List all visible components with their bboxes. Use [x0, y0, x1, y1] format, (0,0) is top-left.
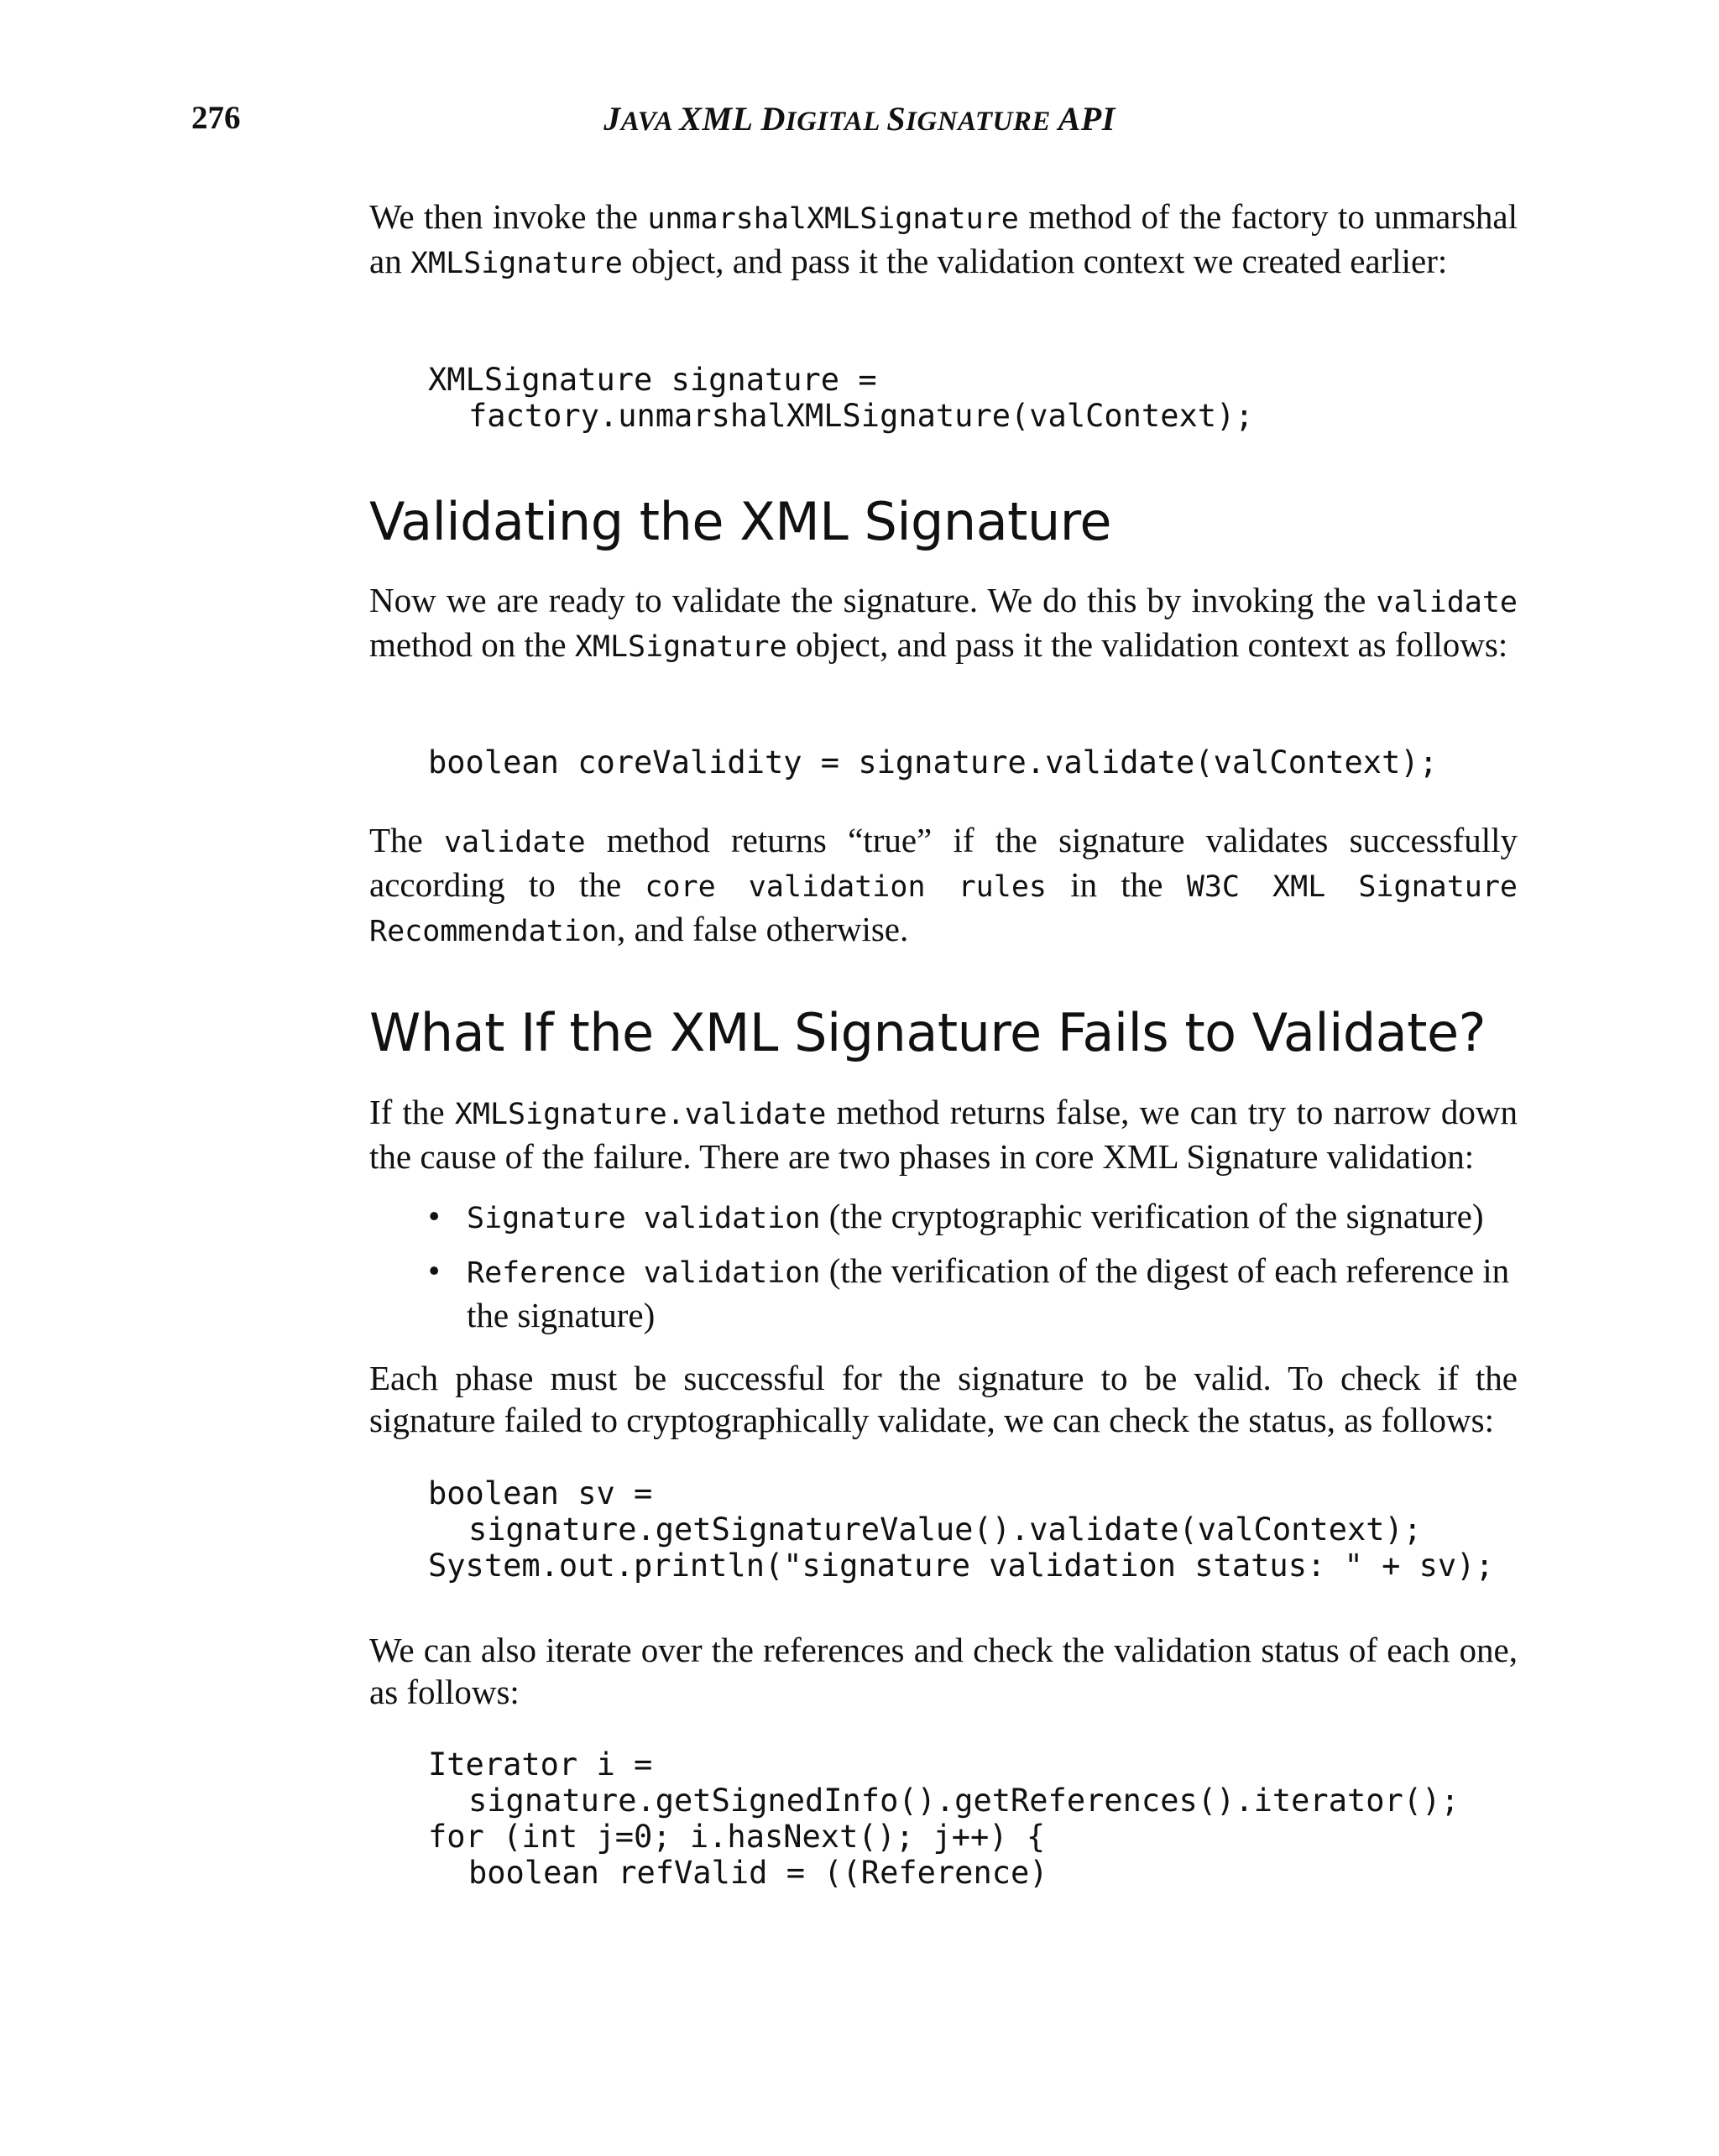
p2-code-xmlsignature: XMLSignature	[574, 630, 787, 664]
p2-text-c: object, and pass it the validation context as follows:	[786, 625, 1508, 664]
code-line: XMLSignature signature =	[428, 362, 877, 398]
code-line: signature.getSignedInfo().getReferences().iterator();	[468, 1783, 1460, 1819]
page-number: 276	[191, 100, 241, 136]
list-item	[428, 1250, 1518, 1336]
bullet-mark: •	[428, 1251, 441, 1290]
running-head-2: XML D	[679, 100, 786, 138]
validation-phases-list	[428, 1195, 1518, 1336]
code-line: signature.getSignatureValue().validate(valContext);	[468, 1511, 1423, 1548]
bullet-text: (the cryptographic verification of the signature)	[820, 1197, 1484, 1235]
code-block-unmarshal	[428, 362, 1254, 434]
p4-code-validate: XMLSignature.validate	[454, 1098, 827, 1131]
p1-text-c: object, and pass it the validation context we created earlier:	[622, 242, 1448, 280]
code-block-iterator	[428, 1746, 1460, 1891]
p3-code-validate: validate	[443, 826, 586, 859]
paragraph-validate	[369, 579, 1518, 668]
running-head-6: API	[1058, 100, 1116, 138]
bullet-code: Reference validation	[467, 1256, 821, 1290]
p3-code-w3c: W3C XML Signature Recommendation	[369, 870, 1518, 948]
paragraph-iterate	[369, 1629, 1518, 1713]
running-head-4: S	[886, 100, 907, 138]
paragraph-narrow-down	[369, 1091, 1518, 1177]
p2-text-a: Now we are ready to validate the signature. We do this by invoking the	[369, 581, 1377, 619]
bullet-code: Signature validation	[467, 1202, 821, 1235]
p3-text-c: in the	[1046, 865, 1187, 904]
code-line: Iterator i =	[428, 1746, 653, 1783]
p1-text-b: method of the factory to unmarshal an	[369, 197, 1518, 280]
p3-text-b: method returns “true” if the signature validates successfully according to the	[369, 821, 1518, 904]
code-block-core-validity	[428, 744, 1438, 780]
section-heading-validating: Validating the XML Signature	[369, 491, 1112, 552]
bullet-mark: •	[428, 1197, 441, 1235]
p3-text-a: The	[369, 821, 444, 859]
paragraph-returns	[369, 819, 1518, 953]
p1-text-a: We then invoke the	[369, 197, 648, 236]
p2-code-validate: validate	[1376, 586, 1518, 619]
p2-text-b: method on the	[369, 625, 575, 664]
paragraph-each-phase	[369, 1357, 1518, 1441]
section-heading-fails: What If the XML Signature Fails to Validate?	[369, 1002, 1486, 1063]
p3-text-d: , and false otherwise.	[617, 910, 909, 948]
p1-code-unmarshal: unmarshalXMLSignature	[647, 202, 1019, 236]
running-head-0: J	[603, 100, 621, 138]
code-line: boolean refValid = ((Reference)	[468, 1855, 1048, 1891]
bullet-text: (the verification of the digest of each reference in the signature)	[467, 1251, 1510, 1334]
running-head-5: IGNATURE	[906, 107, 1058, 137]
running-head-3: IGITAL	[785, 107, 887, 137]
p5-text: Each phase must be successful for the signature to be valid. To check if the signature failed to cryptographically validate, we can check the status, as follows:	[369, 1359, 1518, 1439]
p4-text-a: If the	[369, 1093, 455, 1131]
code-line: System.out.println("signature validation status: " + sv);	[428, 1548, 1494, 1584]
p1-code-xmlsignature: XMLSignature	[410, 247, 623, 280]
code-line: boolean coreValidity = signature.validate(valContext);	[428, 744, 1438, 780]
paragraph-intro	[369, 196, 1518, 285]
code-line: for (int j=0; i.hasNext(); j++) {	[428, 1819, 1046, 1855]
running-head	[0, 99, 1719, 138]
running-head-1: AVA	[620, 107, 680, 137]
list-item	[428, 1195, 1518, 1240]
code-line: factory.unmarshalXMLSignature(valContext);	[468, 398, 1254, 434]
code-line: boolean sv =	[428, 1475, 653, 1511]
p3-code-core-rules: core validation rules	[645, 870, 1047, 904]
p6-text: We can also iterate over the references and check the validation status of each one, as follows:	[369, 1631, 1518, 1711]
p4-text-b: method returns false, we can try to narrow down the cause of the failure. There are two phases in core XML Signature validation:	[369, 1093, 1518, 1176]
code-block-signature-value	[428, 1475, 1494, 1584]
